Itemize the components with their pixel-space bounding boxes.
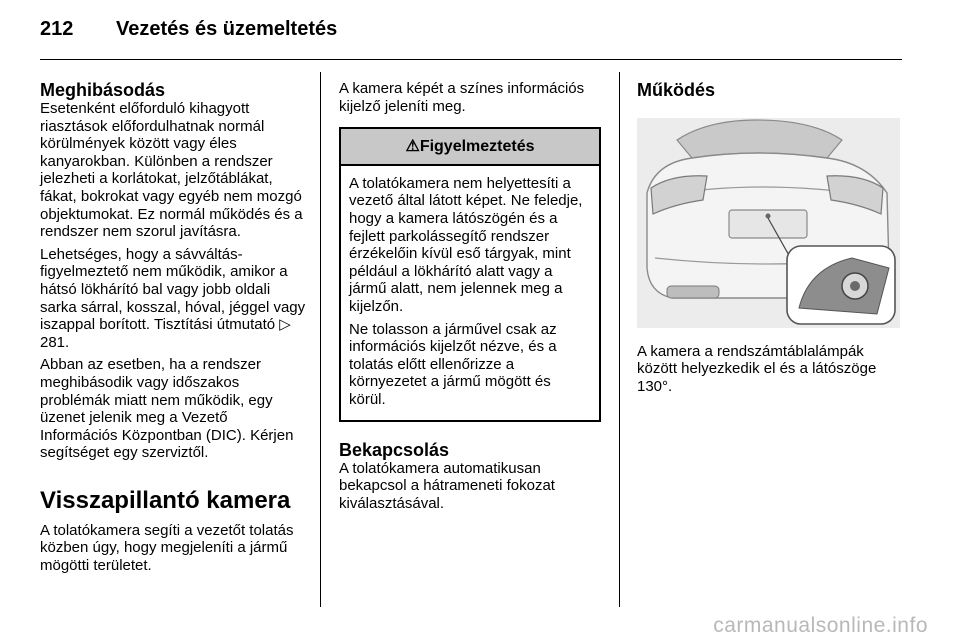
malfunction-paragraph-2-text: Lehetséges, hogy a sávváltás-figyelmeztető nem működik, amikor a hátsó lökhárító bal vagy jobb oldali sarka sárral, kosszal, hóval, jéggel vagy iszappal borított. Tisztítási útmutató xyxy=(40,245,306,334)
warning-paragraph-2: Ne tolasson a járművel csak az információs kijelzőt nézve, és a tolatás előtt ellenőrizze a környezetet a jármű mögött és körül. xyxy=(349,320,557,408)
malfunction-paragraph-2 xyxy=(40,246,308,352)
chapter-title: Vezetés és üzemeltetés xyxy=(116,18,338,40)
warning-title: Figyelmeztetés xyxy=(419,138,535,156)
watermark: carmanualsonline.info xyxy=(713,614,928,637)
page-reference-icon: ▷ xyxy=(279,316,291,334)
switch-on-section xyxy=(339,440,601,513)
switch-on-heading: Bekapcsolás xyxy=(339,439,450,460)
page-header xyxy=(40,18,337,41)
header-rule xyxy=(40,59,902,60)
column-divider-2 xyxy=(619,72,620,607)
warning-triangle-icon: ⚠ xyxy=(405,138,420,156)
warning-body xyxy=(341,166,599,420)
rear-camera-illustration xyxy=(637,118,900,328)
page-reference[interactable]: 281. xyxy=(40,333,70,351)
malfunction-paragraph-3: Abban az esetben, ha a rendszer meghibásodik vagy időszakos problémák miatt nem működik, egy üzenet jelenik meg a Vezető Információs Központban (DIC). Kérjen segítséget egy szerviztől. xyxy=(40,356,294,462)
malfunction-heading: Meghibásodás xyxy=(40,80,166,100)
page-number: 212 xyxy=(40,18,74,40)
camera-location-caption: A kamera a rendszámtáblalámpák között helyezkedik el és a látószöge 130°. xyxy=(637,342,877,395)
rear-camera-intro: A tolatókamera segíti a vezetőt tolatás közben úgy, hogy megjeleníti a jármű mögötti területet. xyxy=(40,521,294,575)
warning-box xyxy=(339,127,601,421)
operation-heading: Működés xyxy=(637,80,716,100)
column-2 xyxy=(339,80,601,517)
column-divider-1 xyxy=(320,72,321,607)
column-3 xyxy=(637,80,905,400)
switch-on-paragraph: A tolatókamera automatikusan bekapcsol a hátrameneti fokozat kiválasztásával. xyxy=(339,459,555,512)
camera-display-paragraph: A kamera képét a színes információs kijelző jeleníti meg. xyxy=(339,80,585,115)
warning-header xyxy=(341,129,599,166)
column-1 xyxy=(40,80,308,580)
warning-paragraph-1: A tolatókamera nem helyettesíti a vezető által látott képet. Ne feledje, hogy a kamera látószögén és a fejlett parkolássegítő rendszer érzékelőin kívül eső tárgyak, mint például a lökhárító alatt vagy a jármű alatt, nem jelennek meg a kijelzőn. xyxy=(349,174,583,315)
malfunction-paragraph-1: Esetenként előforduló kihagyott riasztások előfordulhatnak normál körülmények között vagy éles kanyarokban. Különben a rendszer jelezheti a korlátokat, jelzőtáblákat, fákat, bokrokat vagy egyéb nem mozgó objektumokat. Ez normál működés és a rendszer nem szorul javításra. xyxy=(40,100,303,241)
rear-camera-title: Visszapillantó kamera xyxy=(40,486,291,514)
